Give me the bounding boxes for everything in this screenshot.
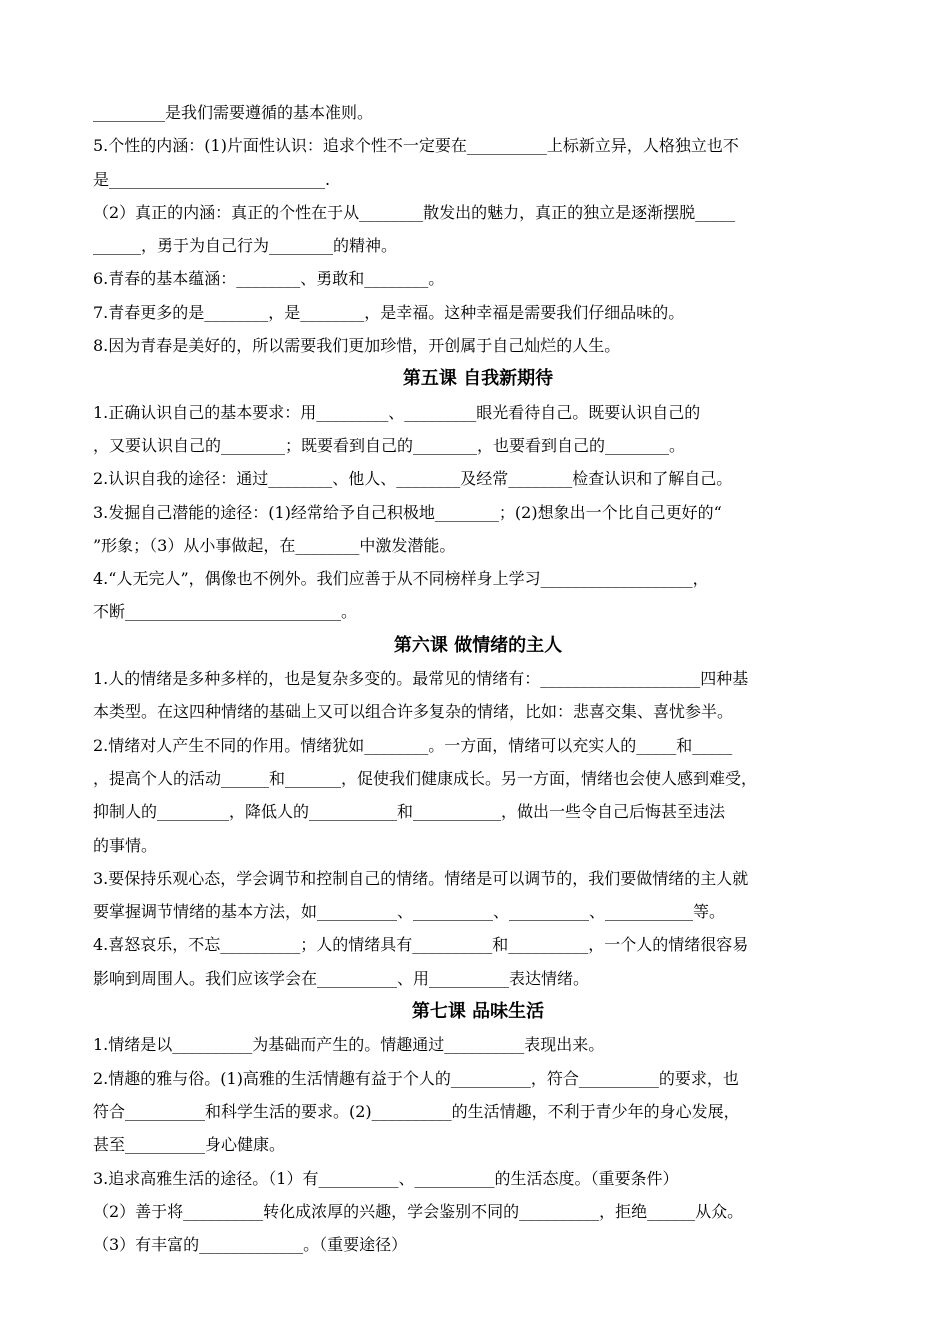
text-line: 5.个性的内涵：(1)片面性认识：追求个性不一定要在__________上标新立异，人格独立也不: [93, 136, 739, 156]
text-line: 2.认识自我的途径：通过________、他人、________及经常________检查认识和了解自己。: [93, 469, 733, 489]
text-line: 6.青春的基本蕴涵：________、勇敢和________。: [93, 269, 445, 289]
text-line: 影响到周围人。我们应该学会在__________、用__________表达情绪。: [93, 968, 590, 988]
text-line: _________是我们需要遵循的基本准则。: [93, 103, 374, 122]
text-line: 1.正确认识自己的基本要求：用_________、_________眼光看待自己。既要认识自己的: [93, 402, 701, 422]
text-line: 符合__________和科学生活的要求。(2)__________的生活情趣，不利于青少年的身心发展，: [93, 1101, 740, 1121]
text-line: 甚至__________身心健康。: [93, 1135, 286, 1155]
text-line: 1.情绪是以__________为基础而产生的。情趣通过__________表现出来。: [93, 1035, 605, 1055]
document-page: [93, 96, 863, 1261]
text-line: 2.情绪对人产生不同的作用。情绪犹如________。一方面，情绪可以充实人的_____和_____: [93, 735, 733, 755]
section-lesson-6: [93, 629, 863, 995]
text-line: （3）有丰富的_____________。（重要途径）: [93, 1235, 408, 1255]
text-line: 本类型。在这四种情绪的基础上又可以组合许多复杂的情绪，比如：悲喜交集、喜忧参半。: [93, 702, 734, 722]
text-line: 3.追求高雅生活的途径。（1）有__________、__________的生活态度。（重要条件）: [93, 1168, 679, 1188]
text-line: 1.人的情绪是多种多样的，也是复杂多变的。最常见的情绪有：____________________四种基: [93, 669, 749, 689]
section-heading: 第七课 品味生活: [411, 1001, 545, 1023]
section-heading: 第六课 做情绪的主人: [393, 634, 563, 656]
text-line: 3.要保持乐观心态，学会调节和控制自己的情绪。情绪是可以调节的，我们要做情绪的主人就: [93, 868, 749, 888]
text-line: ，提高个人的活动______和_______，促使我们健康成长。另一方面，情绪也会使人感到难受，: [93, 768, 758, 788]
text-line: 3.发掘自己潜能的途径：(1)经常给予自己积极地________；(2)想象出一个比自己更好的“: [93, 502, 722, 522]
text-line: 的事情。: [93, 835, 158, 855]
text-line: 是___________________________.: [93, 169, 331, 189]
text-line: 8.因为青春是美好的，所以需要我们更加珍惜，开创属于自己灿烂的人生。: [93, 336, 621, 356]
text-line: 不断___________________________。: [93, 602, 358, 622]
text-line: ，又要认识自己的________；既要看到自己的________，也要看到自己的________。: [93, 435, 686, 455]
text-line: （2）真正的内涵：真正的个性在于从________散发出的魅力，真正的独立是逐渐摆脱_____: [93, 202, 736, 222]
text-line: 2.情趣的雅与俗。(1)高雅的生活情趣有益于个人的__________，符合__________的要求，也: [93, 1068, 739, 1088]
section-lesson-5: [93, 362, 863, 628]
text-line: 抑制人的_________，降低人的___________和___________，做出一些令自己后悔甚至违法: [93, 802, 726, 822]
section-lesson-7: [93, 995, 863, 1261]
section-continuation: [93, 96, 863, 362]
text-line: 7.青春更多的是________，是________，是幸福。这种幸福是需要我们仔细品味的。: [93, 302, 685, 322]
text-line: 4.“人无完人”，偶像也不例外。我们应善于从不同榜样身上学习___________________，: [93, 569, 709, 589]
text-line: （2）善于将__________转化成浓厚的兴趣，学会鉴别不同的__________，拒绝______从众。: [93, 1201, 744, 1221]
section-heading: 第五课 自我新期待: [402, 368, 554, 390]
text-line: 4.喜怒哀乐，不忘__________；人的情绪具有__________和__________，一个人的情绪很容易: [93, 935, 749, 955]
text-line: ”形象；（3）从小事做起，在________中激发潜能。: [93, 535, 456, 555]
text-line: 要掌握调节情绪的基本方法，如__________、__________、__________、___________等。: [93, 902, 726, 922]
text-line: ______，勇于为自己行为________的精神。: [93, 236, 398, 256]
